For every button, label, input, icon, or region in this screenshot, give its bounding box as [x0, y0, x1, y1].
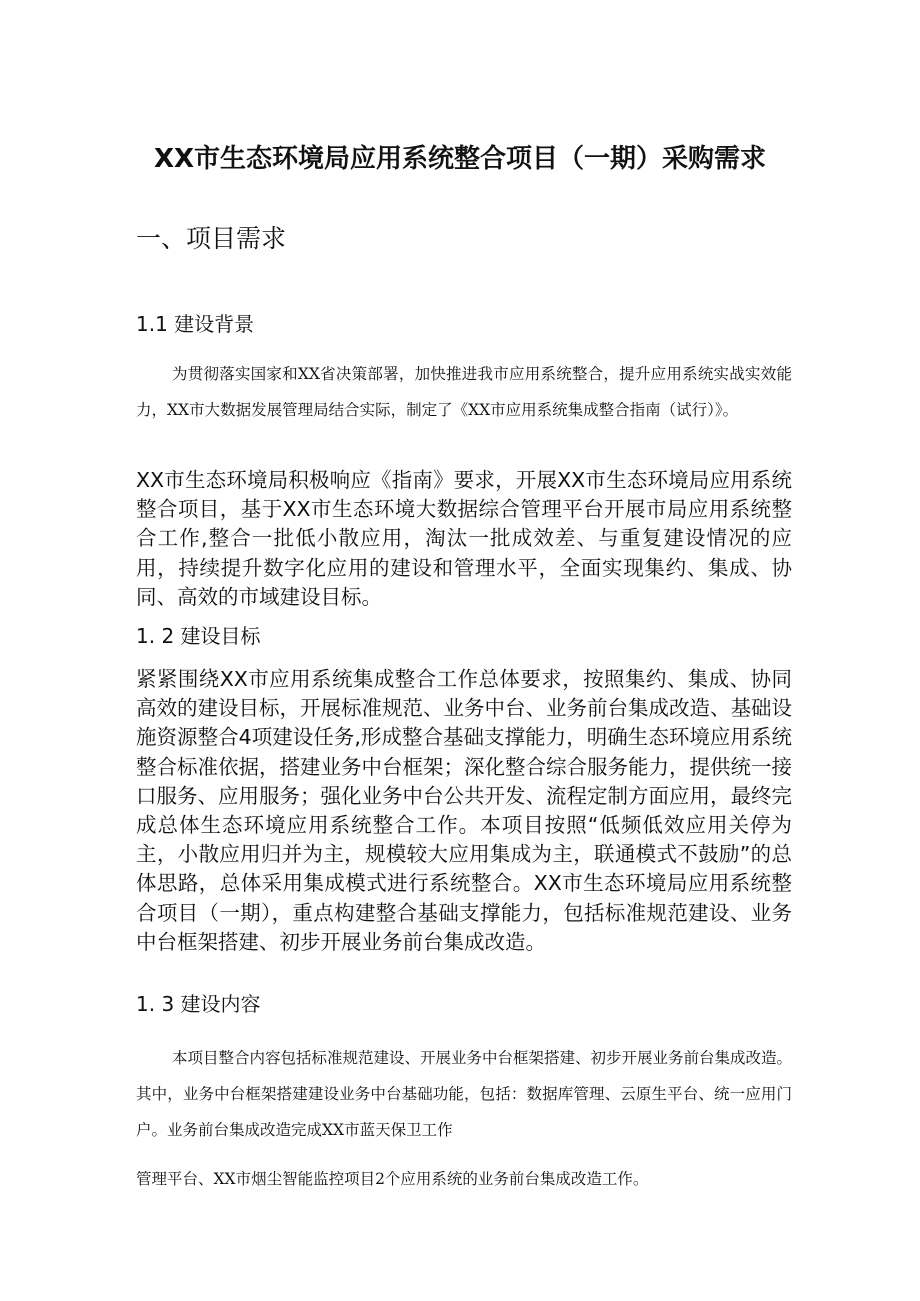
subsection-heading-background: 1.1 建设背景 [136, 312, 255, 336]
document-title: XX市生态环境局应用系统整合项目（一期）采购需求 [153, 144, 767, 174]
subsection-heading-goals: 1. 2 建设目标 [136, 624, 261, 648]
section-heading-project-requirements: 一、项目需求 [136, 224, 287, 253]
background-paragraph-1: 为贯彻落实国家和XX省决策部署，加快推进我市应用系统整合，提升应用系统实战实效能力，XX市大数据发展管理局结合实际，制定了《XX市应用系统集成整合指南（试行）》。 [136, 365, 792, 419]
goals-paragraph: 紧紧围绕XX市应用系统集成整合工作总体要求，按照集约、集成、协同高效的建设目标，开展标准规范、业务中台、业务前台集成改造、基础设施资源整合4项建设任务,形成整合基础支撑能力，明确生态环境应用系统整合标准依据，搭建业务中台框架；深化整合综合服务能力，提供统一接口服务、应用服务；强化业务中台公共开发、流程定制方面应用，最终完成总体生态环境应用系统整合工作。本项目按照“低频低效应用关停为主，小散应用归并为主，规模较大应用集成为主，联通模式不鼓励”的总体思路，总体采用集成模式进行系统整合。XX市生态环境局应用系统整合项目（一期），重点构建整合基础支撑能力，包括标准规范建设、业务中台框架搭建、初步开展业务前台集成改造。 [136, 667, 792, 954]
content-paragraph-last-line: 管理平台、XX市烟尘智能监控项目2个应用系统的业务前台集成改造工作。 [136, 1170, 649, 1188]
content-paragraph: 本项目整合内容包括标准规范建设、开展业务中台框架搭建、初步开展业务前台集成改造。其中，业务中台框架搭建建设业务中台基础功能，包括：数据库管理、云原生平台、统一应用门户。业务前台集成改造完成XX市蓝天保卫工作 [136, 1049, 793, 1139]
background-paragraph-2: XX市生态环境局积极响应《指南》要求，开展XX市生态环境局应用系统整合项目，基于XX市生态环境大数据综合管理平台开展市局应用系统整合工作,整合一批低小散应用，淘汰一批成效差、与重复建设情况的应用，持续提升数字化应用的建设和管理水平，全面实现集约、集成、协同、高效的市域建设目标。 [136, 468, 792, 609]
subsection-heading-content: 1. 3 建设内容 [136, 992, 261, 1016]
